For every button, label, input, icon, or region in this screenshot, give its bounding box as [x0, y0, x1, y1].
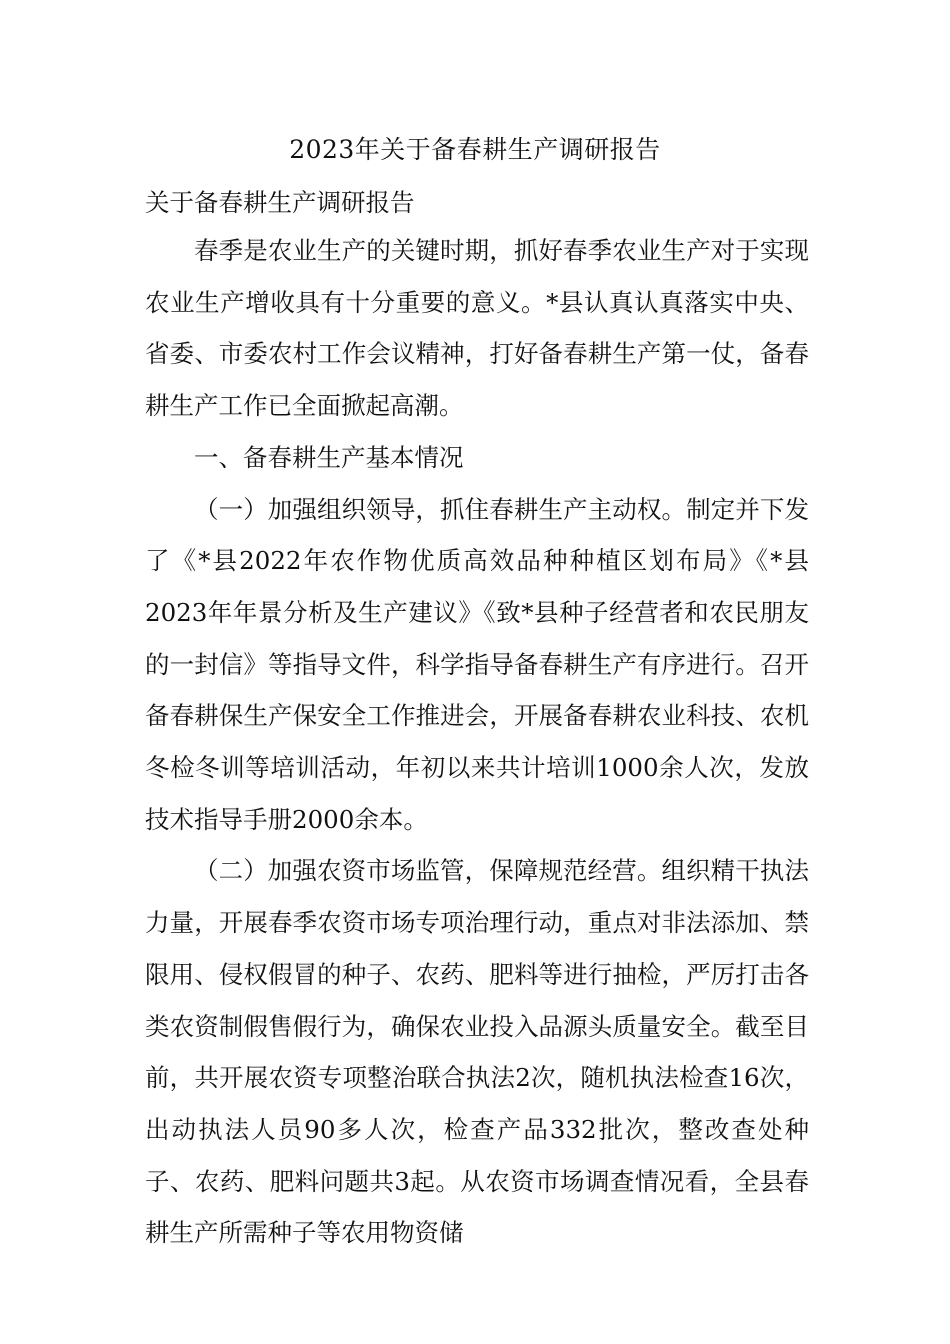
paragraph-intro: 春季是农业生产的关键时期，抓好春季农业生产对于实现农业生产增收具有十分重要的意义。*县认真认真落实中央、省委、市委农村工作会议精神，打好备春耕生产第一仗，备春耕生产工作已全面掀起高潮。 [145, 236, 809, 421]
document-title: 2023年关于备春耕生产调研报告 [289, 135, 661, 164]
section-heading: 一、备春耕生产基本情况 [194, 442, 464, 472]
paragraph-organization: （一）加强组织领导，抓住春耕生产主动权。制定并下发了《*县2022年农作物优质高效品种种植区划布局》《*县2023年年景分析及生产建议》《致*县种子经营者和农民朋友的一封信》等指导文件，科学指导备春耕生产有序进行。召开备春耕保生产保安全工作推进会，开展备春耕农业科技、农机冬检冬训等培训活动，年初以来共计培训1000余人次，发放技术指导手册2000余本。 [145, 494, 809, 834]
document-subtitle: 关于备春耕生产调研报告 [145, 188, 415, 217]
document-body [145, 225, 809, 1259]
paragraph-market-supervision: （二）加强农资市场监管，保障规范经营。组织精干执法力量，开展春季农资市场专项治理行动，重点对非法添加、禁限用、侵权假冒的种子、农药、肥料等进行抽检，严厉打击各类农资制假售假行为，确保农业投入品源头质量安全。截至目前，共开展农资专项整治联合执法2次，随机执法检查16次，出动执法人员90多人次，检查产品332批次，整改查处种子、农药、肥料问题共3起。从农资市场调查情况看，全县春耕生产所需种子等农用物资储 [145, 856, 809, 1248]
